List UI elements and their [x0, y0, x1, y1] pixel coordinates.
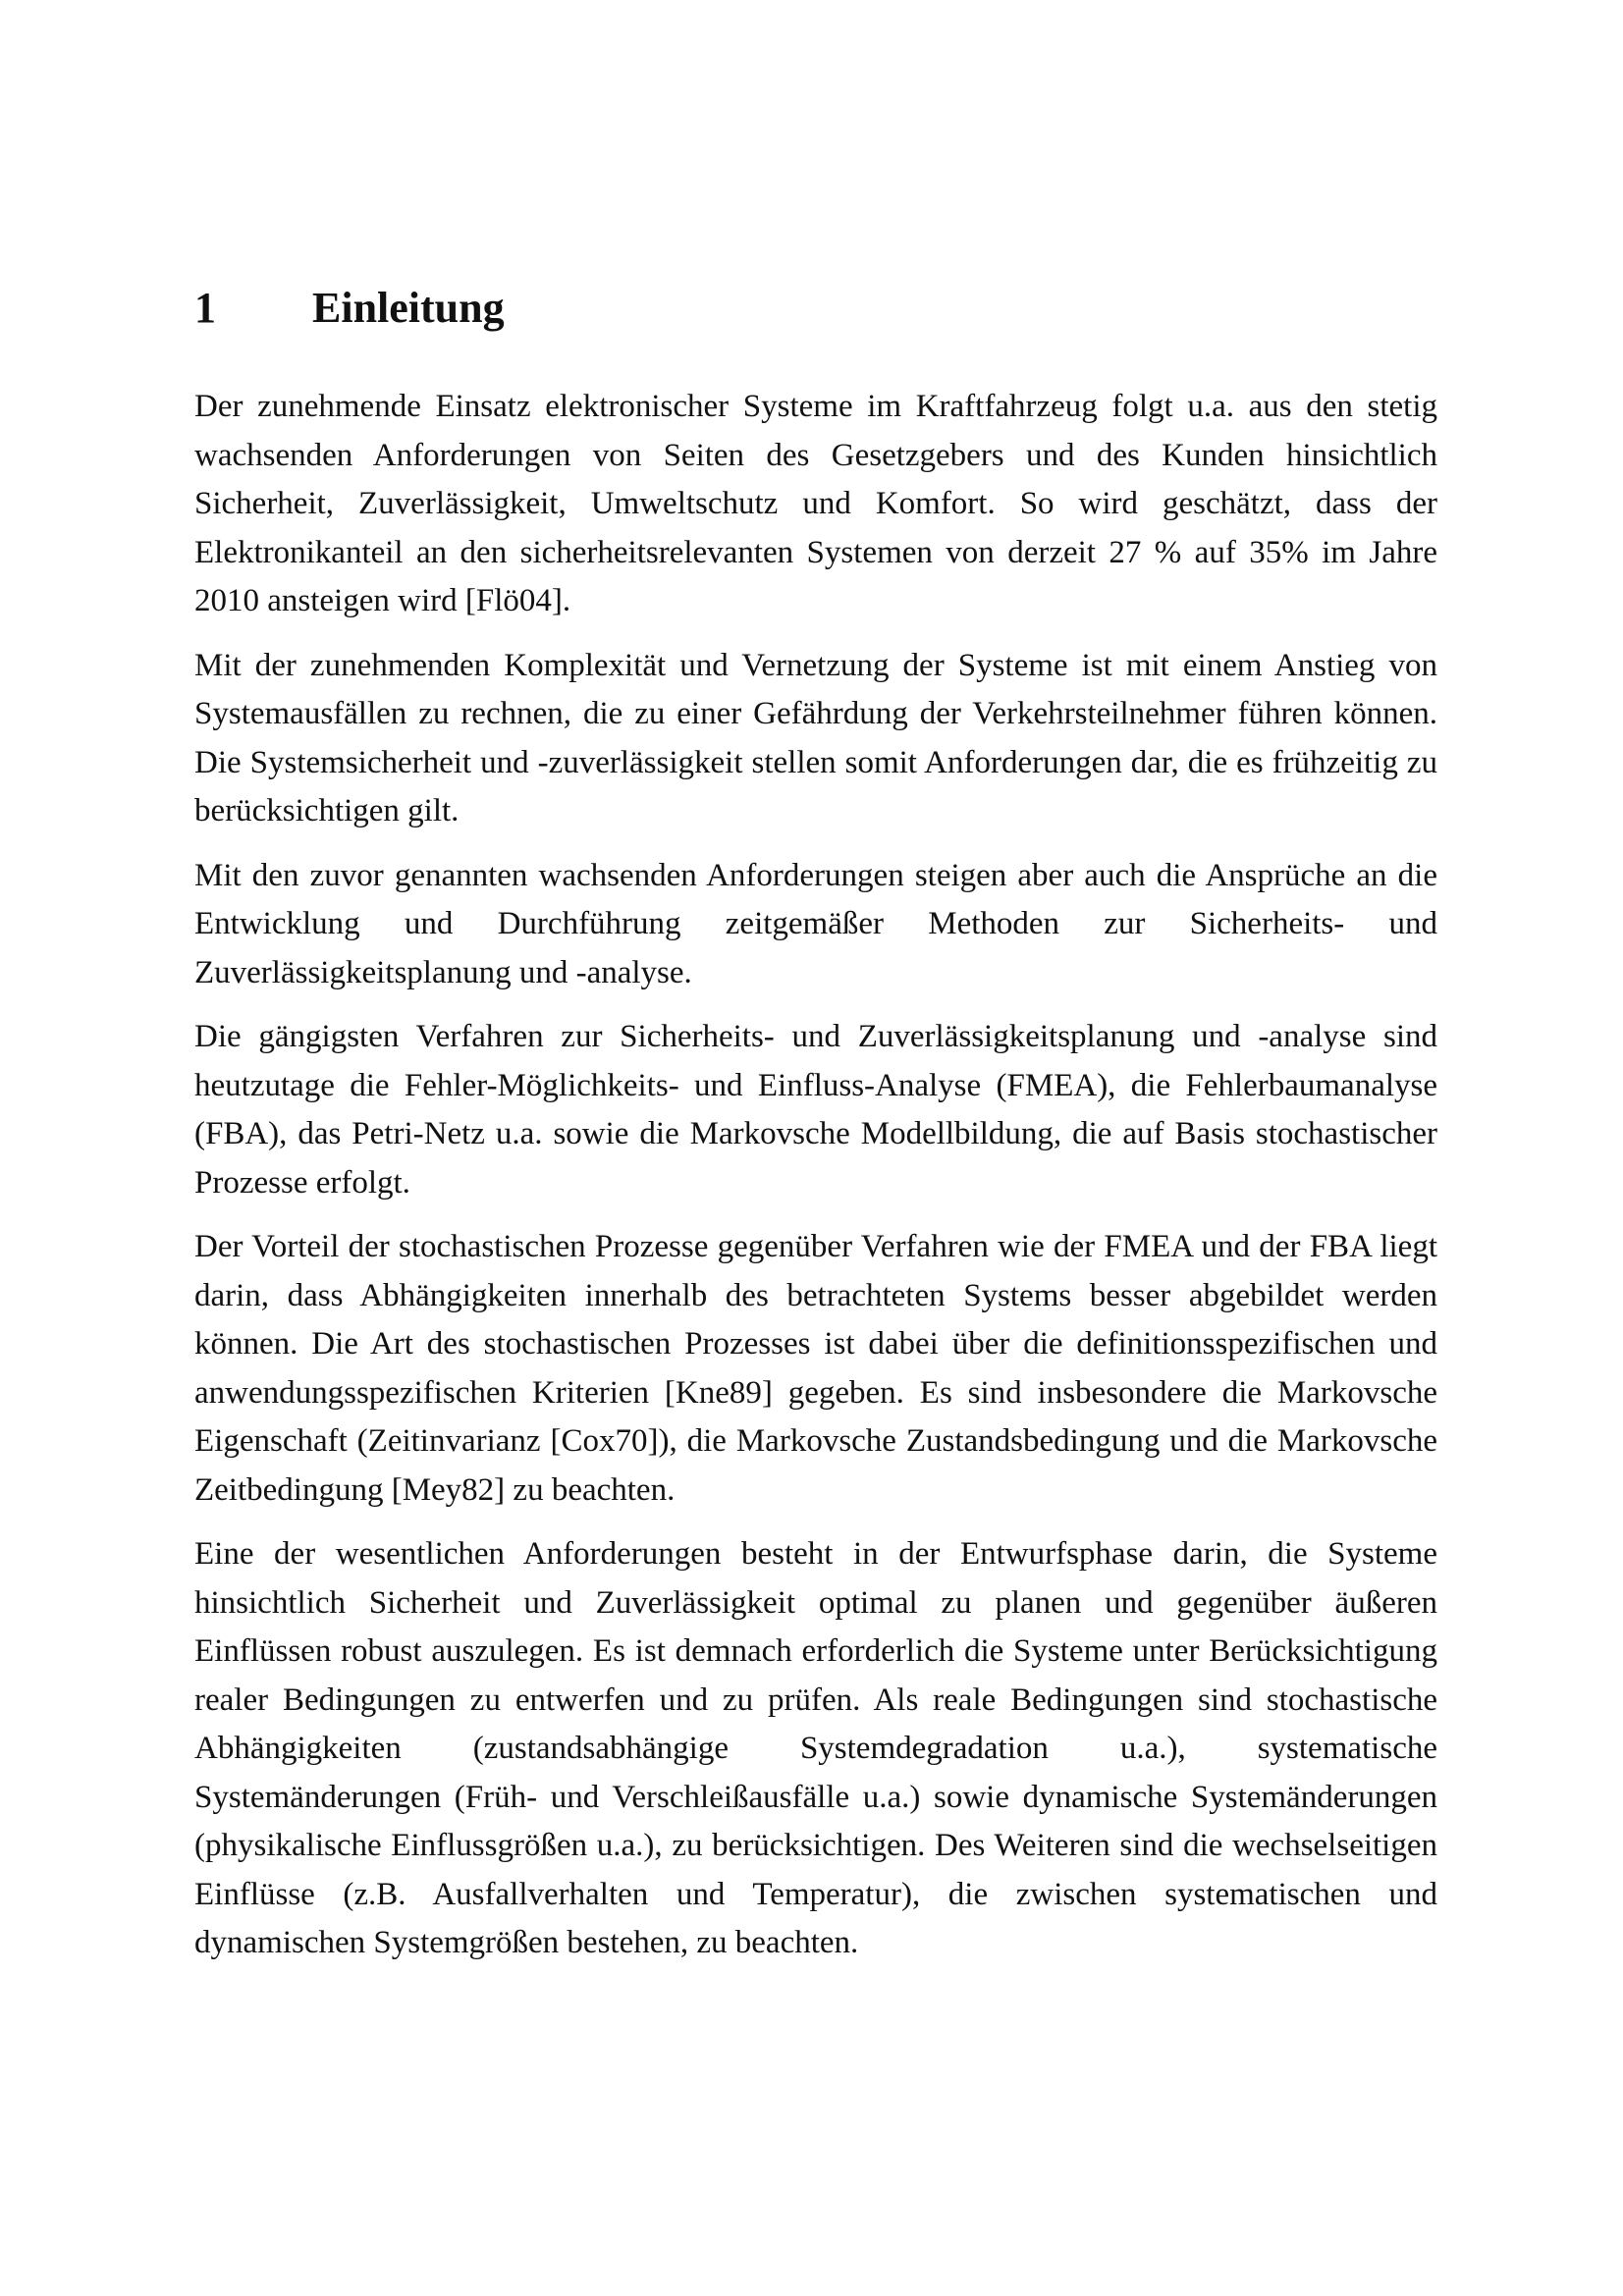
- paragraph-3: Mit den zuvor genannten wachsenden Anforderungen steigen aber auch die Ansprüche an die Entwicklung und Durchführung zeitgemäßer Methoden zur Sicherheits- und Zuverlässigkeitsplanung und -analyse.: [194, 857, 1437, 990]
- paragraph-1: Der zunehmende Einsatz elektronischer Systeme im Kraftfahrzeug folgt u.a. aus den stetig wachsenden Anforderungen von Seiten des Gesetzgebers und des Kunden hinsichtlich Sicherheit, Zuverlässigkeit, Umweltschutz und Komfort. So wird geschätzt, dass der Elektronikanteil an den sicherheitsrelevanten Systemen von derzeit 27 % auf 35% im Jahre 2010 ansteigen wird [Flö04].: [194, 389, 1437, 618]
- paragraph-4: Die gängigsten Verfahren zur Sicherheits- und Zuverlässigkeitsplanung und -analyse sind heutzutage die Fehler-Möglichkeits- und Einfluss-Analyse (FMEA), die Fehlerbaumanalyse (FBA), das Petri-Netz u.a. sowie die Markovsche Modellbildung, die auf Basis stochastischer Prozesse erfolgt.: [194, 1019, 1437, 1201]
- paragraph-2: Mit der zunehmenden Komplexität und Vernetzung der Systeme ist mit einem Anstieg von Systemausfällen zu rechnen, die zu einer Gefährdung der Verkehrsteilnehmer führen können. Die Systemsicherheit und -zuverlässigkeit stellen somit Anforderungen dar, die es frühzeitig zu berücksichtigen gilt.: [194, 647, 1437, 828]
- chapter-title: Einleitung: [312, 284, 505, 332]
- chapter-number: 1: [194, 284, 216, 332]
- paragraph-5: Der Vorteil der stochastischen Prozesse gegenüber Verfahren wie der FMEA und der FBA liegt darin, dass Abhängigkeiten innerhalb des betrachteten Systems besser abgebildet werden können. Die Art des stochastischen Prozesses ist dabei über die definitionsspezifischen und anwendungsspezifischen Kriterien [Kne89] gegeben. Es sind insbesondere die Markovsche Eigenschaft (Zeitinvarianz [Cox70]), die Markovsche Zustandsbedingung und die Markovsche Zeitbedingung [Mey82] zu beachten.: [194, 1229, 1437, 1508]
- chapter-heading: [194, 283, 505, 334]
- body-text: [194, 383, 1437, 1984]
- paragraph-6: Eine der wesentlichen Anforderungen besteht in der Entwurfsphase darin, die Systeme hinsichtlich Sicherheit und Zuverlässigkeit optimal zu planen und gegenüber äußeren Einflüssen robust auszulegen. Es ist demnach erforderlich die Systeme unter Berücksichtigung realer Bedingungen zu entwerfen und zu prüfen. Als reale Bedingungen sind stochastische Abhängigkeiten (zustandsabhängige Systemdegradation u.a.), systematische Systemänderungen (Früh- und Verschleißausfälle u.a.) sowie dynamische Systemänderungen (physikalische Einflussgrößen u.a.), zu berücksichtigen. Des Weiteren sind die wechselseitigen Einflüsse (z.B. Ausfallverhalten und Temperatur), die zwischen systematischen und dynamischen Systemgrößen bestehen, zu beachten.: [194, 1536, 1437, 1960]
